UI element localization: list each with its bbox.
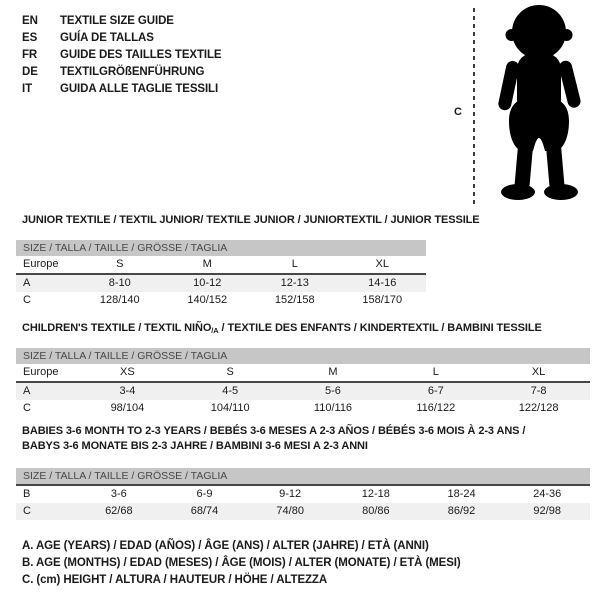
table-row [16, 275, 426, 292]
table-row [16, 256, 426, 273]
children-size-table [16, 348, 590, 417]
baby-silhouette-icon [483, 3, 595, 208]
column-header: L [432, 366, 439, 378]
row-label: B [23, 487, 31, 500]
language-code: ES [22, 31, 38, 44]
list-item [22, 80, 222, 97]
row-label: A [23, 384, 31, 397]
title-subscript: /A [211, 326, 219, 335]
guide-title: TEXTILE SIZE GUIDE [60, 14, 174, 27]
height-measure-line [473, 8, 475, 205]
language-code: DE [22, 65, 38, 78]
guide-title: GUÍA DE TALLAS [60, 31, 154, 44]
table-cell: 140/152 [187, 293, 228, 306]
table-cell: 3-6 [110, 487, 127, 500]
table-cell: 12-18 [361, 487, 390, 500]
babies-size-table [16, 468, 590, 520]
table-cell: 4-5 [222, 384, 239, 397]
table-row [16, 364, 590, 381]
region-label: Europe [23, 366, 59, 378]
table-row [16, 292, 426, 309]
row-label: C [23, 504, 31, 517]
list-item [22, 29, 222, 46]
language-code: EN [22, 14, 38, 27]
table-cell: 6-9 [196, 487, 213, 500]
guide-title: GUIDE DES TAILLES TEXTILE [60, 48, 222, 61]
language-title-list [22, 12, 222, 97]
guide-title: TEXTILGRÖßENFÜHRUNG [60, 65, 205, 78]
junior-size-table [16, 240, 426, 309]
table-cell: 18-24 [447, 487, 476, 500]
footnote-height: C. (cm) HEIGHT / ALTURA / HAUTEUR / HÖHE / ALTEZZA [22, 574, 328, 586]
table-cell: 6-7 [427, 384, 444, 397]
column-header: M [328, 366, 338, 378]
list-item [22, 63, 222, 80]
table-cell: 158/170 [362, 293, 403, 306]
table-cell: 116/122 [416, 401, 456, 414]
table-cell: 9-12 [279, 487, 302, 500]
children-table-title [22, 321, 542, 338]
table-cell: 128/140 [99, 293, 140, 306]
column-header: S [226, 366, 234, 378]
table-cell: 3-4 [119, 384, 136, 397]
size-header-bar: SIZE / TALLA / TAILLE / GRÖSSE / TAGLIA [16, 240, 426, 256]
guide-title: GUIDA ALLE TAGLIE TESSILI [60, 82, 219, 95]
table-cell: 104/110 [210, 401, 250, 414]
list-item [22, 12, 222, 29]
table-row [16, 486, 590, 503]
table-row [16, 383, 590, 400]
row-label: C [23, 401, 31, 414]
footnote-age-months: B. AGE (MONTHS) / EDAD (MESES) / ÂGE (MOIS) / ALTER (MONATE) / ETÀ (MESI) [22, 557, 461, 569]
table-cell: 92/98 [533, 504, 561, 517]
table-cell: 14-16 [368, 276, 397, 289]
table-cell: 24-36 [533, 487, 562, 500]
language-code: FR [22, 48, 38, 61]
table-cell: 80/86 [362, 504, 390, 517]
table-cell: 68/74 [190, 504, 219, 517]
table-cell: 110/116 [313, 401, 353, 414]
table-row [16, 503, 590, 520]
row-label: C [23, 293, 31, 306]
column-header: XL [531, 366, 546, 378]
language-code: IT [22, 82, 33, 95]
title-text: / TEXTILE DES ENFANTS / KINDERTEXTIL / BAMBINI TESSILE [218, 322, 542, 334]
title-line: BABIES 3-6 MONTH TO 2-3 YEARS / BEBÉS 3-6 MESES A 2-3 AÑOS / BÉBÉS 3-6 MOIS À 2-3 ANS / [22, 425, 526, 437]
junior-table-title: JUNIOR TEXTILE / TEXTIL JUNIOR/ TEXTILE JUNIOR / JUNIORTEXTIL / JUNIOR TESSILE [22, 214, 480, 226]
title-text: CHILDREN'S TEXTILE / TEXTIL NIÑO [22, 322, 212, 334]
table-cell: 152/158 [274, 293, 315, 306]
region-label: Europe [23, 258, 59, 270]
column-header: L [291, 258, 298, 270]
table-cell: 8-10 [108, 276, 131, 289]
list-item [22, 46, 222, 63]
table-cell: 7-8 [530, 384, 547, 397]
table-cell: 5-6 [325, 384, 341, 397]
column-header: S [116, 258, 124, 270]
table-cell: 62/68 [105, 504, 133, 517]
size-header-bar: SIZE / TALLA / TAILLE / GRÖSSE / TAGLIA [16, 348, 590, 364]
table-cell: 98/104 [110, 401, 145, 414]
footnote-age-years: A. AGE (YEARS) / EDAD (AÑOS) / ÂGE (ANS) / ALTER (JAHRE) / ETÀ (ANNI) [22, 540, 429, 552]
babies-table-title [22, 424, 584, 454]
title-line: BABYS 3-6 MONATE BIS 2-3 JAHRE / BAMBINI 3-6 MESI A 2-3 ANNI [22, 440, 368, 452]
size-header-bar: SIZE / TALLA / TAILLE / GRÖSSE / TAGLIA [16, 468, 590, 484]
table-cell: 86/92 [447, 504, 476, 517]
footnote-legend [22, 538, 461, 589]
table-cell: 122/128 [518, 401, 559, 414]
table-cell: 10-12 [193, 276, 222, 289]
column-header: XS [120, 366, 135, 378]
table-cell: 12-13 [280, 276, 309, 289]
table-cell: 74/80 [276, 504, 304, 517]
column-header: XL [375, 258, 389, 270]
height-measure-label: C [454, 106, 462, 118]
row-label: A [23, 276, 31, 289]
table-row [16, 400, 590, 417]
column-header: M [202, 258, 212, 270]
